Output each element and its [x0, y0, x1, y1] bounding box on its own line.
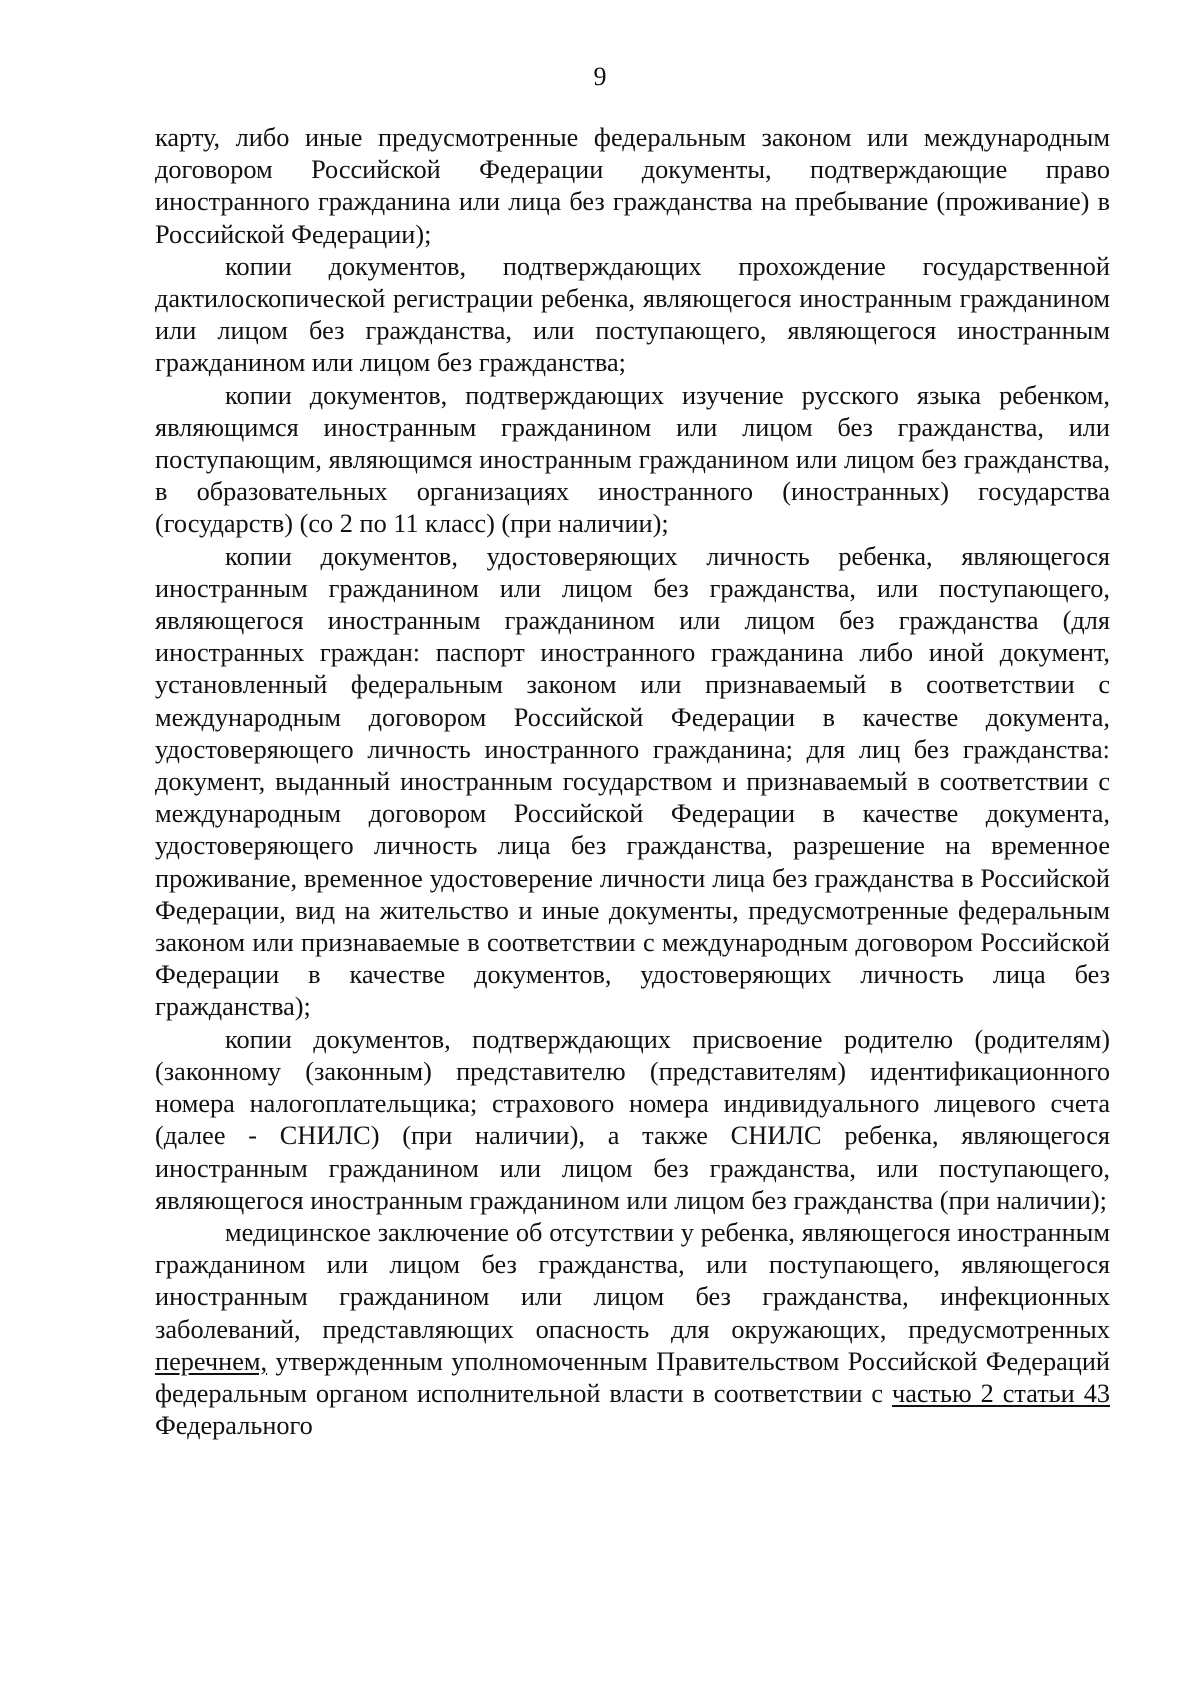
page-number: 9 [593, 62, 607, 91]
paragraph-medical-certificate [155, 1217, 1110, 1442]
paragraph-tax-number-snils: копии документов, подтверждающих присвоение родителю (родителям) (законному (законным) представителю (представителям) идентификационного номера налогоплательщика; страхового номера индивидуального лицевого счета (далее - СНИЛС) (при наличии), а также СНИЛС ребенка, являющегося иностранным гражданином или лицом без гражданства, или поступающего, являющегося иностранным гражданином или лицом без гражданства (при наличии); [155, 1024, 1110, 1215]
medical-text-end: Федерального [155, 1411, 313, 1441]
paragraph-fingerprint-registration: копии документов, подтверждающих прохождение государственной дактилоскопической регистрации ребенка, являющегося иностранным гражданином или лицом без гражданства, или поступающего, являющегося иностранным гражданином или лицом без гражданства; [155, 251, 1110, 378]
medical-text-start: медицинское заключение об отсутствии у ребенка, являющегося иностранным гражданином или лицом без гражданства, или поступающего, являющегося иностранным гражданином или лицом без гражданства, инфекционных заболеваний, представляющих опасность для окружающих, предусмотренных [155, 1217, 1110, 1344]
paragraph-identity-documents: копии документов, удостоверяющих личность ребенка, являющегося иностранным гражданином или лицом без гражданства, или поступающего, являющегося иностранным гражданином или лицом без гражданства (для иностранных граждан: паспорт иностранного гражданина либо иной документ, установленный федеральным законом или признаваемый в соответствии с международным договором Российской Федерации в качестве документа, удостоверяющего личность иностранного гражданина; для лиц без гражданства: документ, выданный иностранным государством и признаваемый в соответствии с международным договором Российской Федерации в качестве документа, удостоверяющего личность лица без гражданства, разрешение на временное проживание, временное удостоверение личности лица без гражданства в Российской Федерации, вид на жительство и иные документы, предусмотренные федеральным законом или признаваемые в соответствии с международным договором Российской Федерации в качестве документов, удостоверяющих личность лица без гражданства); [155, 541, 1110, 1022]
paragraph-continuation: карту, либо иные предусмотренные федеральным законом или международным договором Российской Федерации документы, подтверждающие право иностранного гражданина или лица без гражданства на пребывание (проживание) в Российской Федерации); [155, 123, 1110, 249]
document-body [155, 122, 1110, 1442]
paragraph-russian-language-study: копии документов, подтверждающих изучение русского языка ребенком, являющимся иностранным гражданином или лицом без гражданства, или поступающим, являющимся иностранным гражданином или лицом без гражданства, в образовательных организациях иностранного (иностранных) государства (государств) (со 2 по 11 класс) (при наличии); [155, 380, 1110, 539]
link-list-reference[interactable]: перечнем, [155, 1346, 268, 1376]
link-article-reference[interactable]: частью 2 статьи 43 [891, 1378, 1110, 1408]
medical-text-middle: утвержденным уполномоченным Правительством Российской Федераций федеральным органом исполнительной власти в соответствии с [155, 1346, 1110, 1408]
